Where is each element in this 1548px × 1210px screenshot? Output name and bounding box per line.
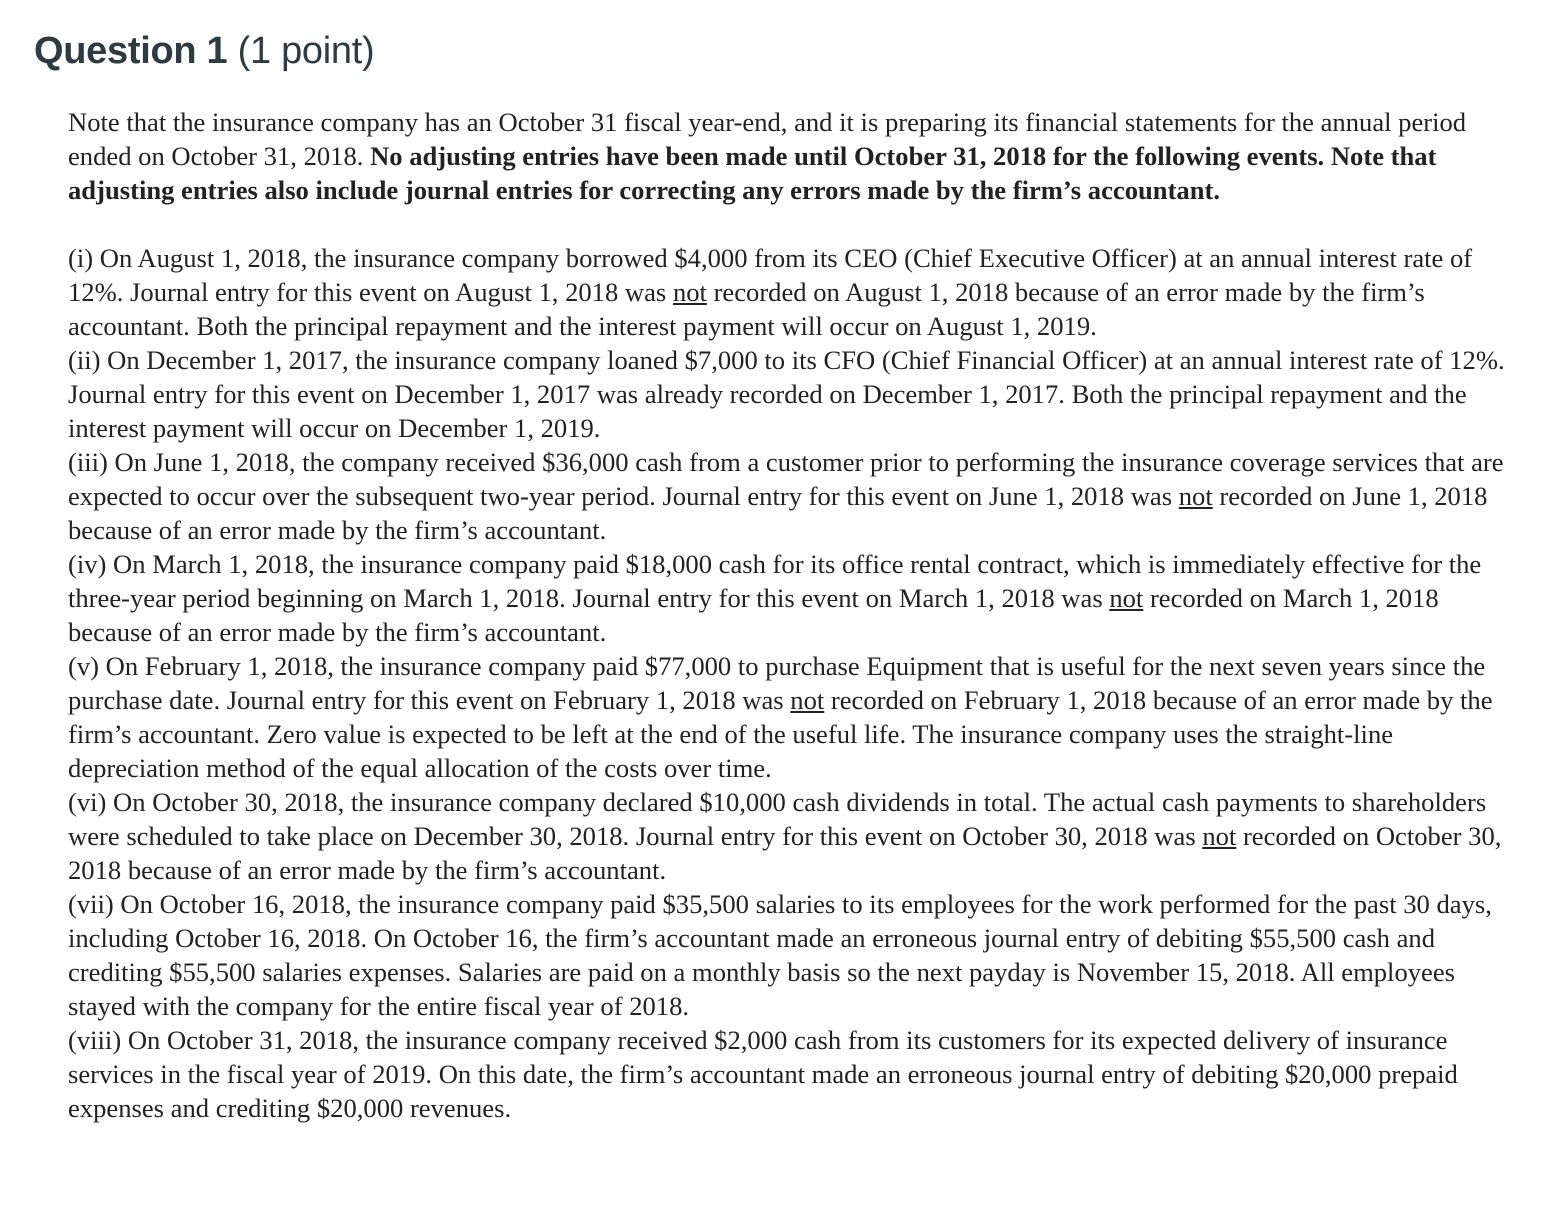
event-item-ii	[68, 343, 1518, 445]
event-item-iii	[68, 445, 1518, 547]
event-item-i	[68, 241, 1518, 343]
underlined-text: not	[790, 685, 825, 715]
underlined-text: not	[1202, 821, 1237, 851]
event-item-v	[68, 649, 1518, 785]
intro-paragraph	[68, 105, 1518, 207]
event-text: (vi) On October 30, 2018, the insurance company declared $10,000 cash dividends in total. The actual cash payments to shareholders were scheduled to take place on December 30, 2018. Journal entry for this event on October 30, 2018 was	[68, 787, 1487, 851]
event-text: recorded on February 1, 2018 because of an error made by the firm’s accountant. Zero value is expected to be left at the end of the useful life. The insurance company uses the straight-line depreciation method of the equal allocation of the costs over time.	[68, 685, 1493, 783]
event-item-vii	[68, 887, 1518, 1023]
event-item-viii	[68, 1023, 1518, 1125]
event-text: (iii) On June 1, 2018, the company received $36,000 cash from a customer prior to performing the insurance coverage services that are expected to occur over the subsequent two-year period. Journal entry for this event on June 1, 2018 was	[68, 447, 1504, 511]
event-text: recorded on August 1, 2018 because of an error made by the firm’s accountant. Both the principal repayment and the interest payment will occur on August 1, 2019.	[68, 277, 1425, 341]
event-text: (ii) On December 1, 2017, the insurance company loaned $7,000 to its CFO (Chief Financial Officer) at an annual interest rate of 12%. Journal entry for this event on December 1, 2017 was already recorded on December 1, 2017. Both the principal repayment and the interest payment will occur on December 1, 2019.	[68, 345, 1505, 443]
event-text: (vii) On October 16, 2018, the insurance company paid $35,500 salaries to its employees for the work performed for the past 30 days, including October 16, 2018. On October 16, the firm’s accountant made an erroneous journal entry of debiting $55,500 cash and crediting $55,500 salaries expenses. Salaries are paid on a monthly basis so the next payday is November 15, 2018. All employees stayed with the company for the entire fiscal year of 2018.	[68, 889, 1492, 1021]
event-item-vi	[68, 785, 1518, 887]
intro-bold-text: No adjusting entries have been made until October 31, 2018 for the following events. Note that adjusting entries also include journal entries for correcting any errors made by the firm’s accountant.	[68, 141, 1437, 205]
event-item-iv	[68, 547, 1518, 649]
event-text: (iv) On March 1, 2018, the insurance company paid $18,000 cash for its office rental contract, which is immediately effective for the three-year period beginning on March 1, 2018. Journal entry for this event on March 1, 2018 was	[68, 549, 1482, 613]
underlined-text: not	[1178, 481, 1213, 511]
event-text: recorded on June 1, 2018 because of an error made by the firm’s accountant.	[68, 481, 1488, 545]
intro-text: Note that the insurance company has an October 31 fiscal year-end, and it is preparing its financial statements for the annual period ended on October 31, 2018.	[68, 107, 1467, 171]
underlined-text: not	[672, 277, 707, 307]
question-points: (1 point)	[237, 30, 375, 72]
event-text: (v) On February 1, 2018, the insurance company paid $77,000 to purchase Equipment that is useful for the next seven years since the purchase date. Journal entry for this event on February 1, 2018 was	[68, 651, 1486, 715]
question-body	[68, 105, 1518, 1125]
underlined-text: not	[1109, 583, 1144, 613]
question-title: Question 1	[34, 30, 228, 72]
event-text: recorded on March 1, 2018 because of an error made by the firm’s accountant.	[68, 583, 1439, 647]
question-header	[34, 30, 374, 73]
event-text: recorded on October 30, 2018 because of an error made by the firm’s accountant.	[68, 821, 1502, 885]
event-text: (i) On August 1, 2018, the insurance company borrowed $4,000 from its CEO (Chief Executive Officer) at an annual interest rate of 12%. Journal entry for this event on August 1, 2018 was	[68, 243, 1473, 307]
event-text: (viii) On October 31, 2018, the insurance company received $2,000 cash from its customers for its expected delivery of insurance services in the fiscal year of 2019. On this date, the firm’s accountant made an erroneous journal entry of debiting $20,000 prepaid expenses and crediting $20,000 revenues.	[68, 1025, 1458, 1123]
